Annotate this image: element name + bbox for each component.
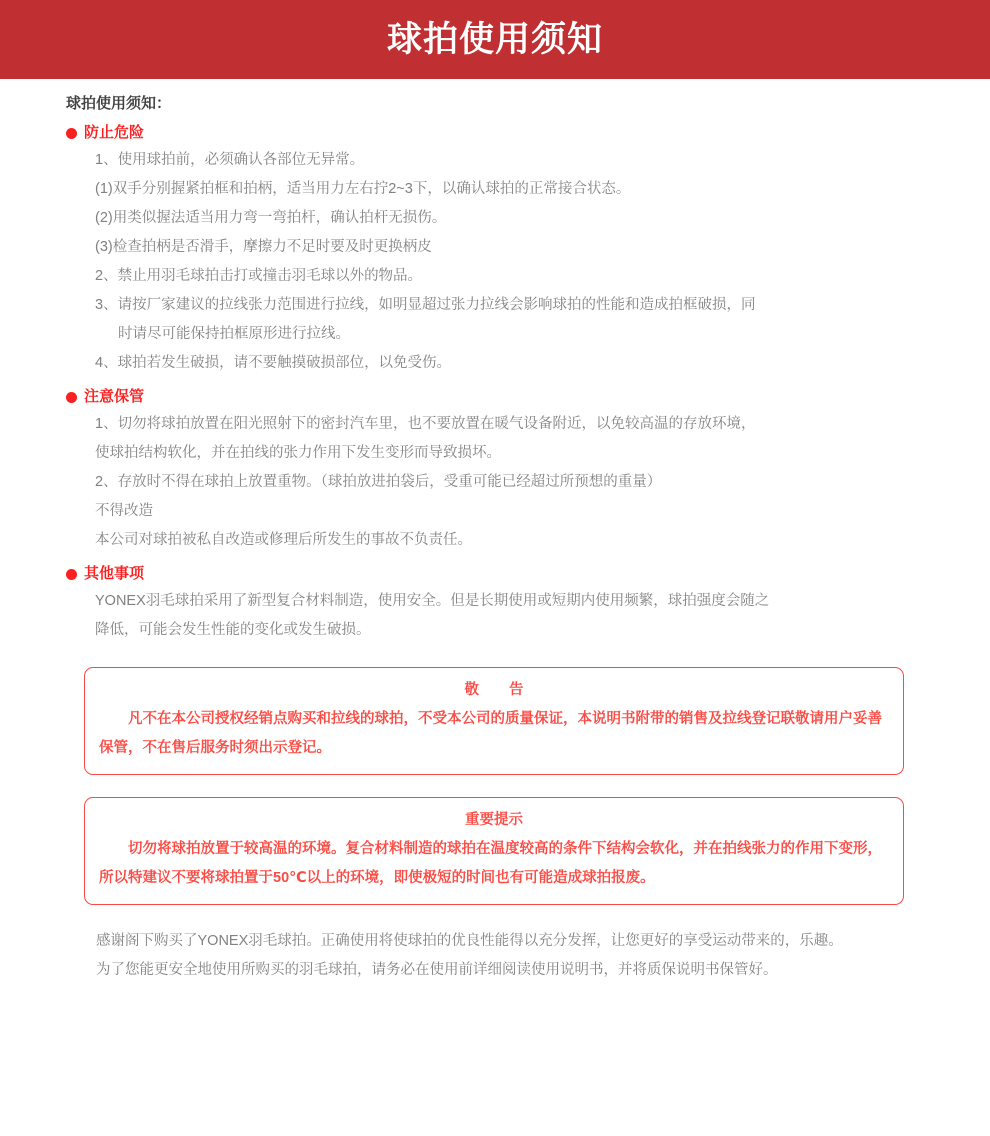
callout-title-left: 敬: [464, 682, 479, 698]
section-heading-label: 其他事项: [84, 565, 145, 582]
section-heading-storage-care: [0, 378, 990, 410]
callout-body: 切勿将球拍放置于较高温的环境。复合材料制造的球拍在温度较高的条件下结构会软化，并在拍线张力的作用下变形，所以特建议不要将球拍置于50℃以上的环境，即使极短的时间也有可能造成球拍报废。: [99, 841, 882, 886]
section-line: (2)用类似握法适当用力弯一弯拍杆，确认拍杆无损伤。: [95, 210, 447, 226]
section-line: 3、请按厂家建议的拉线张力范围进行拉线，如明显超过张力拉线会影响球拍的性能和造成拍框破损，同: [95, 297, 756, 313]
closing-paragraph: [0, 927, 990, 956]
section-line: 1、使用球拍前，必须确认各部位无异常。: [95, 152, 365, 168]
section-heading-label: 防止危险: [84, 124, 145, 141]
callout-body: 凡不在本公司授权经销点购买和拉线的球拍，不受本公司的质量保证，本说明书附带的销售及拉线登记联敬请用户妥善保管，不在售后服务时须出示登记。: [99, 711, 882, 756]
section-line: 使球拍结构软化，并在拍线的张力作用下发生变形而导致损坏。: [95, 445, 501, 461]
section-heading-label: 注意保管: [84, 388, 145, 405]
red-dot-icon: [66, 569, 77, 580]
callout-important-notice: [84, 797, 904, 905]
page-banner: [0, 0, 990, 79]
section-line: 时请尽可能保持拍框原形进行拉线。: [118, 326, 350, 342]
section-line: 本公司对球拍被私自改造或修理后所发生的事故不负责任。: [95, 532, 472, 548]
red-dot-icon: [66, 392, 77, 403]
page-title: 球拍使用须知: [386, 20, 603, 59]
closing-paragraph: [0, 956, 990, 985]
red-dot-icon: [66, 128, 77, 139]
closing-paragraph-text: 感谢阁下购买了YONEX羽毛球拍。正确使用将使球拍的优良性能得以充分发挥，让您更好的享受运动带来的，乐趣。: [96, 933, 843, 949]
section-line: YONEX羽毛球拍采用了新型复合材料制造，使用安全。但是长期使用或短期内使用频繁，球拍强度会随之: [95, 593, 770, 609]
section-heading-prevent-danger: [0, 114, 990, 146]
section-heading-other-matters: [0, 555, 990, 587]
section-line: 2、存放时不得在球拍上放置重物。（球拍放进拍袋后，受重可能已经超过所预想的重量）: [95, 474, 662, 490]
section-line: (1)双手分别握紧拍框和拍柄，适当用力左右拧2~3下，以确认球拍的正常接合状态。: [95, 181, 631, 197]
callout-notice-warning: [84, 667, 904, 775]
closing-paragraph-text: 为了您能更安全地使用所购买的羽毛球拍，请务必在使用前详细阅读使用说明书，并将质保说明书保管好。: [96, 962, 778, 978]
section-line: 降低，可能会发生性能的变化或发生破损。: [95, 622, 371, 638]
section-line: (3)检查拍柄是否滑手，摩擦力不足时要及时更换柄皮: [95, 239, 432, 255]
section-line: 1、切勿将球拍放置在阳光照射下的密封汽车里，也不要放置在暖气设备附近，以免较高温的存放环境，: [95, 416, 756, 432]
section-line: 4、球拍若发生破损，请不要触摸破损部位，以免受伤。: [95, 355, 452, 371]
section-line: 不得改造: [95, 503, 153, 519]
lead-heading: 球拍使用须知：: [66, 95, 172, 112]
callout-title: 重要提示: [465, 812, 523, 828]
document-body: [0, 79, 990, 985]
section-line: 2、禁止用羽毛球拍击打或撞击羽毛球以外的物品。: [95, 268, 423, 284]
callout-title: [99, 677, 889, 703]
callout-title-right: 告: [509, 682, 524, 698]
